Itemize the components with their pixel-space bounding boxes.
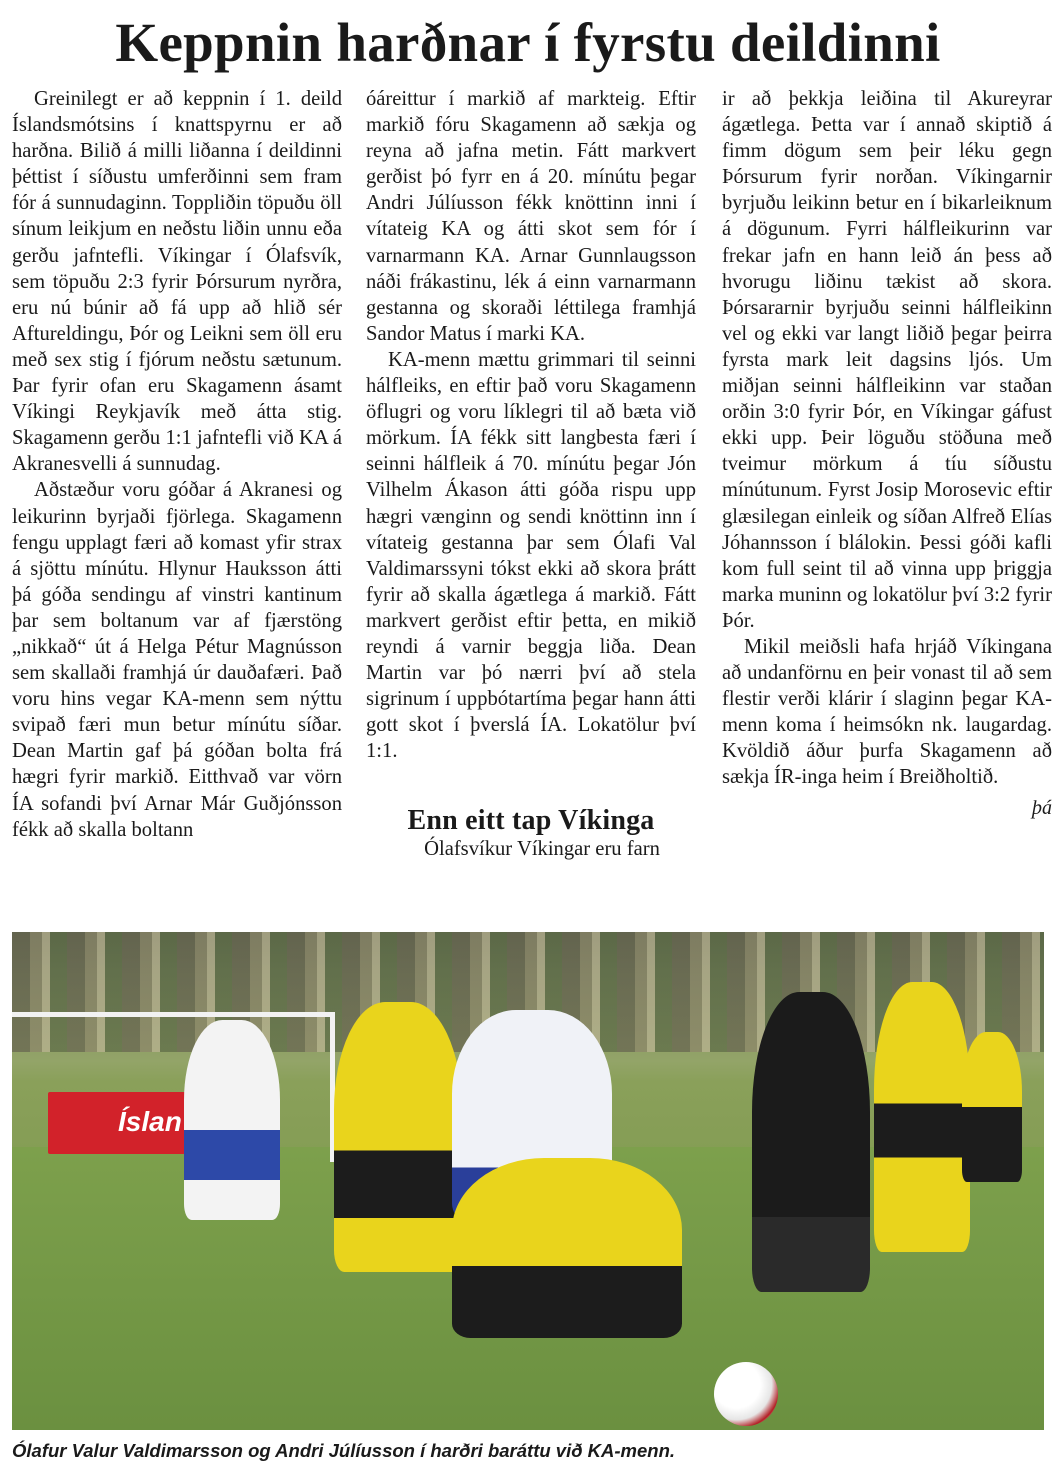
match-photo: [12, 932, 1044, 1430]
article-column-2: [366, 86, 696, 863]
paragraph: Greinilegt er að keppnin í 1. deild Íslandsmótsins í knattspyrnu er að harðna. Bilið á milli liðanna í deildinni þéttist í síðustu umferðinni sem fram fór á sunnudaginn. Toppliðin töpuðu öll sínum leikjum en neðstu liðin unnu eða gerðu jafntefli. Víkingar í Ólafsvík, sem töpuðu 2:3 fyrir Þórsurum nyrðra, eru nú búnir að fá upp að hlið sér Aftureldingu, Þór og Leikni sem öll eru með sex stig í fjórum neðstu sætunum. Þar fyrir ofan eru Skagamenn ásamt Víkingi Reykjavík með átta stig. Skagamenn gerðu 1:1 jafntefli við KA á Akranesvelli á sunnudag.: [12, 88, 342, 476]
paragraph: Ólafsvíkur Víkingar eru farn: [424, 838, 660, 861]
paragraph: óáreittur í markið af markteig. Eftir markið fóru Skagamenn að sækja og reyna að jafna metin. Fátt markvert gerðist þó fyrr en á 20. mínútu þegar Andri Júlíusson fékk knöttinn inni í vítateig KA og átti skot sem fór í varnarmann KA. Arnar Gunnlaugsson náði frákastinu, lék á einn varnarmann gestanna og skoraði léttilega framhjá Sandor Matus í marki KA.: [366, 88, 696, 345]
headline: Keppnin harðnar í fyrstu deildinni: [115, 12, 941, 73]
article-column-1: [12, 86, 342, 843]
author-byline: þá: [1032, 796, 1052, 819]
paragraph: Aðstæður voru góðar á Akranesi og leikurinn byrjaði fjörlega. Skagamenn fengu upplagt færi að komast yfir strax á sjöttu mínútu. Hlynur Hauksson átti þá góða sendingu af vinstri kantinum þar sem boltanum var af fjærstöng „nikkað“ út á Helga Pétur Magnússon sem skallaði framhjá úr dauðafæri. Það voru hins vegar KA-menn sem nýttu svipað færi mun betur mínútu síðar. Dean Martin gaf þá góðan bolta frá hægri fyrir markið. Eitthvað var vörn ÍA sofandi því Arnar Már Guðjónsson fékk að skalla boltann: [12, 479, 342, 841]
player-yellow-1: [334, 1002, 462, 1272]
article-column-3: [722, 86, 1052, 821]
football: [714, 1362, 778, 1426]
paragraph: KA-menn mættu grimmari til seinni hálfleiks, en eftir það voru Skagamenn öflugri og voru líklegri til að bæta við mörkum. ÍA fékk sitt langbesta færi í seinni hálfleik á 70. mínútu þegar Jón Vilhelm Ákason átti góða rispu upp hægri vænginn og sendi knöttinn inn í vítateig gestanna þar sem Ólafi Val Valdimarssyni tókst ekki að skora þrátt fyrir að skalla ágætlega á markið. Fátt markvert gerðist eftir þetta, en mikið reyndi á varnir beggja liða. Dean Martin var þó nærri því að stela sigrinum í uppbótartíma þegar hann átti gott skot í þverslá ÍA. Lokatölur því 1:1.: [366, 348, 696, 763]
player-yellow-4: [962, 1032, 1022, 1182]
paragraph: Mikil meiðsli hafa hrjáð Víkingana að undanförnu en þeir vonast til að sem flestir verði klárir í slaginn þegar KA-menn koma í heimsókn nk. laugardag. Kvöldið áður þurfa Skagamenn að sækja ÍR-inga heim í Breiðholtið.: [722, 635, 1052, 789]
paragraph: ir að þekkja leiðina til Akureyrar ágætlega. Þetta var í annað skiptið á fimm dögum sem þeir léku gegn Þórsurum fyrir norðan. Víkingarnir byrjuðu leikinn betur en í bikarleiknum á dögunum. Fyrri hálfleikurinn var frekar jafn en hann leið án þess að hvorugu liðinu tækist að skora. Þórsararnir byrjuðu seinni hálfleikinn vel og ekki var langt liðið þegar þeirra fyrsta mark leit dagsins ljós. Um miðjan seinni hálfleikinn var staðan orðin 3:0 fyrir Þór, en Víkingar gáfust ekki upp. Þeir löguðu stöðuna með tveimur mörkum á tíu síðustu mínútunum. Fyrst Josip Morosevic eftir glæsilegan einleik og síðan Alfreð Elías Jóhannsson í blálokin. Þessi góði kafli kom full seint til að vinna upp þriggja marka muninn og lokatölur því 3:2 fyrir Þór.: [722, 88, 1052, 632]
player-yellow-3: [874, 982, 970, 1252]
banner-text: Íslan: [118, 1106, 182, 1137]
player-yellow-2: [452, 1158, 682, 1338]
photo-caption: Ólafur Valur Valdimarsson og Andri Júlíusson í harðri baráttu við KA-menn.: [12, 1440, 676, 1461]
player-white-left: [184, 1020, 280, 1220]
referee: [752, 992, 870, 1292]
subheading: Enn eitt tap Víkinga: [407, 805, 655, 837]
